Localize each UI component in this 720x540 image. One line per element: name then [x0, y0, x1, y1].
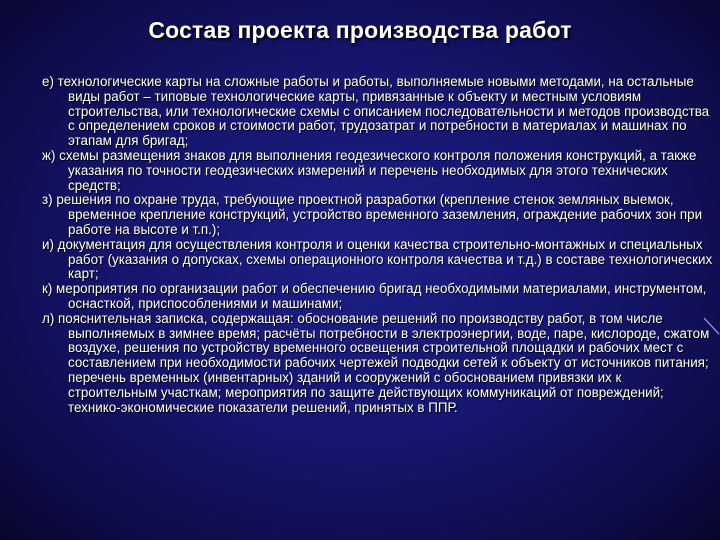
list-item-k: к) мероприятия по организации работ и обеспечению бригад необходимыми материалами, инструментом, оснасткой, приспособлениями и машинами;	[42, 281, 707, 311]
list-item-i: и) документация для осуществления контроля и оценки качества строительно-монтажных и специальных работ (указания о допусках, схемы операционного контроля качества и т.д.) в составе технологических карт;	[42, 236, 713, 282]
list-item-z: з) решения по охране труда, требующие проектной разработки (крепление стенок земляных выемок, временное крепление конструкций, устройство временного заземления, ограждение рабочих зон при работе на высоте и т.п.);	[42, 192, 703, 237]
list-item-l: л) пояснительная записка, содержащая: обоснование решений по производству работ, в том числе выполняемых в зимнее время; расчёты потребности в электроэнергии, воде, паре, кислороде, сжатом воздухе, решения по устройству временного освещения строительной площадки и рабочих мест с составлением при необходимости рабочих чертежей подводки сетей к объекту от источников питания; перечень временных (инвентарных) зданий и сооружений с обоснованием привязки их к строительным участкам; мероприятия по защите действующих коммуникаций от повреждений; технико-экономические показатели решений, принятых в ППР.	[42, 310, 710, 415]
list-item-e: е) технологические карты на сложные работы и работы, выполняемые новыми методами, на остальные виды работ – типовые технологические карты, привязанные к объекту и местным условиям строительства, или технологические схемы с описанием последовательности и методов производства с определением сроков и стоимости работ, трудозатрат и потребности в материалах и машинах по этапам для бригад;	[42, 74, 710, 149]
content-list	[42, 75, 714, 415]
list-item-zh: ж) схемы размещения знаков для выполнения геодезического контроля положения конструкций, а также указания по точности геодезических измерений и перечень необходимых для этого технических средств;	[42, 147, 697, 193]
slide-title: Состав проекта производства работ	[148, 17, 572, 43]
